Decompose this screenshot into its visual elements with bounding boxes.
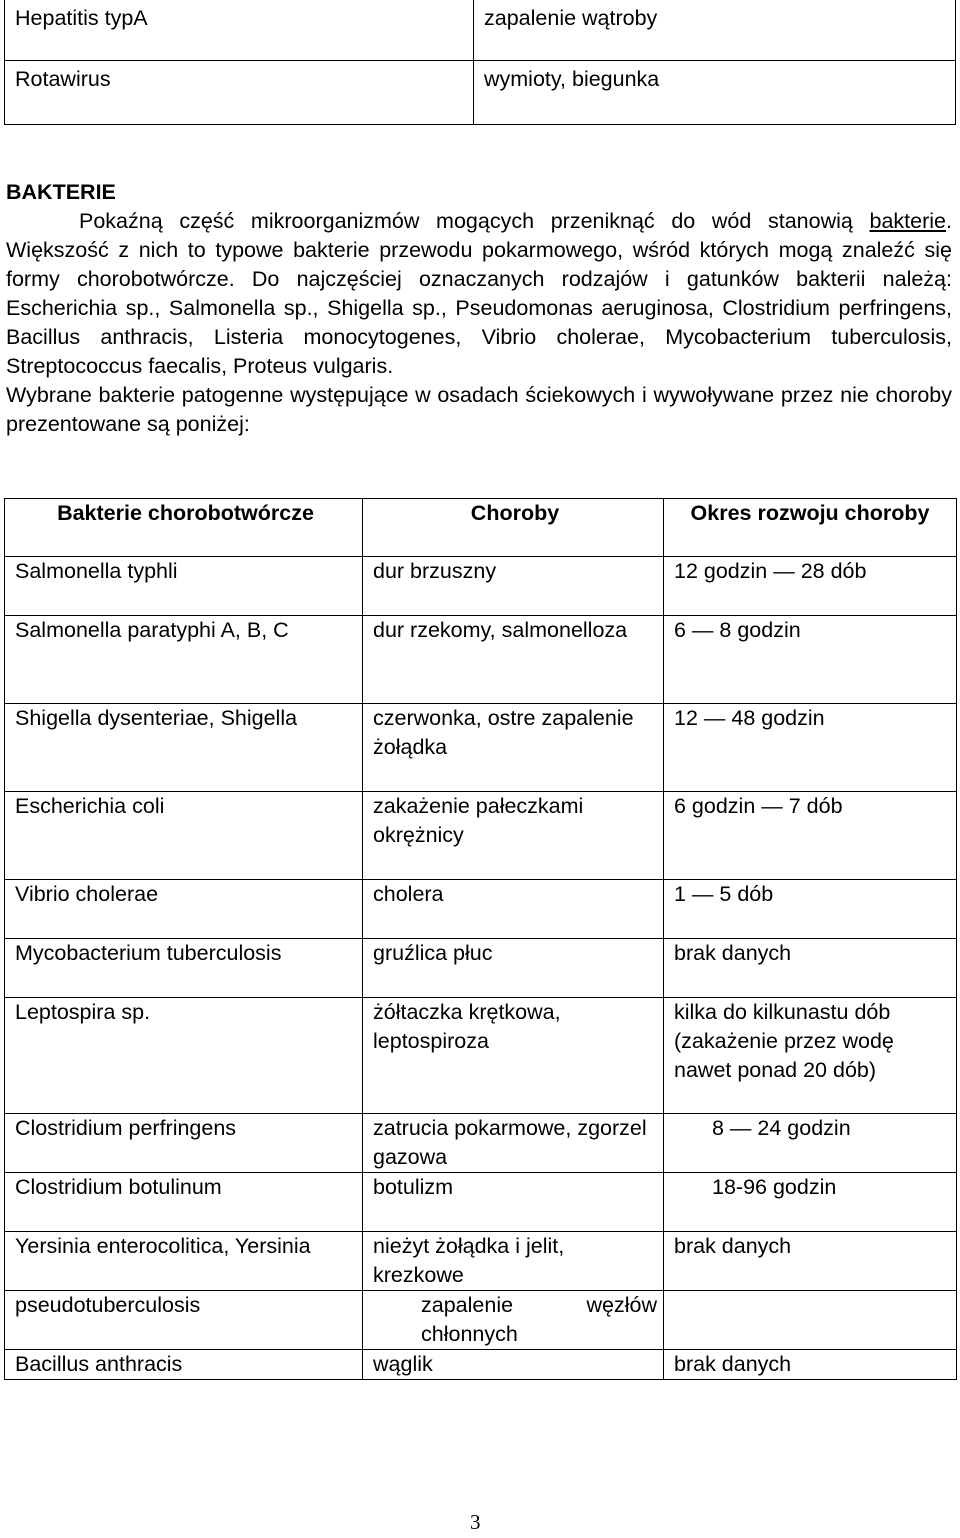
table-cell: Leptospira sp. bbox=[5, 998, 363, 1114]
table-cell: 12 — 48 godzin bbox=[664, 704, 957, 792]
table-cell: 6 godzin — 7 dób bbox=[664, 792, 957, 880]
table-cell: Salmonella typhli bbox=[5, 557, 363, 616]
table-cell: gruźlica płuc bbox=[363, 939, 664, 998]
table-cell: nieżyt żołądka i jelit, krezkowe bbox=[363, 1232, 664, 1291]
table-cell: żółtaczka krętkowa, leptospiroza bbox=[363, 998, 664, 1114]
table-cell: Vibrio cholerae bbox=[5, 880, 363, 939]
table-row bbox=[5, 0, 956, 61]
table-cell: zapalenie wątroby bbox=[474, 0, 956, 61]
table-row bbox=[5, 1173, 957, 1232]
paragraph bbox=[6, 207, 952, 439]
table-row bbox=[5, 1232, 957, 1291]
table-row bbox=[5, 792, 957, 880]
table-cell-text: zapalenie węzłów chłonnych bbox=[421, 1293, 657, 1346]
top-table bbox=[4, 0, 956, 125]
table-cell: Rotawirus bbox=[5, 61, 474, 125]
table-cell: botulizm bbox=[363, 1173, 664, 1232]
table-cell: Mycobacterium tuberculosis bbox=[5, 939, 363, 998]
table-cell: 12 godzin — 28 dób bbox=[664, 557, 957, 616]
table-cell: 8 — 24 godzin bbox=[664, 1114, 957, 1173]
table-row bbox=[5, 704, 957, 792]
paragraph-text: Wybrane bakterie patogenne występujące w osadach ściekowych i wywoływane przez nie choroby prezentowane są poniżej: bbox=[6, 383, 952, 436]
table-cell: Shigella dysenteriae, Shigella bbox=[5, 704, 363, 792]
table-cell: Hepatitis typA bbox=[5, 0, 474, 61]
column-header: Okres rozwoju choroby bbox=[664, 499, 957, 557]
table-cell: 18-96 godzin bbox=[664, 1173, 957, 1232]
column-header: Bakterie chorobotwórcze bbox=[5, 499, 363, 557]
table-cell: dur brzuszny bbox=[363, 557, 664, 616]
table-cell bbox=[664, 1291, 957, 1350]
table-cell: Clostridium botulinum bbox=[5, 1173, 363, 1232]
table-cell: Escherichia coli bbox=[5, 792, 363, 880]
table-cell: czerwonka, ostre zapalenie żołądka bbox=[363, 704, 664, 792]
table-cell: Clostridium perfringens bbox=[5, 1114, 363, 1173]
table-cell: 1 — 5 dób bbox=[664, 880, 957, 939]
table-cell: Salmonella paratyphi A, B, C bbox=[5, 616, 363, 704]
table-cell: cholera bbox=[363, 880, 664, 939]
table-cell: 6 — 8 godzin bbox=[664, 616, 957, 704]
table-row bbox=[5, 616, 957, 704]
paragraph-text: . Większość z nich to typowe bakterie przewodu pokarmowego, wśród których mogą znaleźć się formy chorobotwórcze. Do najczęściej oznaczanych rodzajów i gatunków bakterii należą: Escherichia sp., Salmonella sp., Shigella sp., Pseudomonas aeruginosa, Clostridium perfringens, Bacillus anthracis, Listeria monocytogenes, Vibrio cholerae, Mycobacterium tuberculosis, Streptococcus faecalis, Proteus vulgaris. bbox=[6, 209, 952, 378]
table-row bbox=[5, 61, 956, 125]
underlined-word: bakterie bbox=[869, 209, 947, 233]
table-cell: pseudotuberculosis bbox=[5, 1291, 363, 1350]
page-number: 3 bbox=[470, 1510, 481, 1534]
table-cell: brak danych bbox=[664, 1232, 957, 1291]
table-cell: brak danych bbox=[664, 939, 957, 998]
table-row bbox=[5, 1291, 957, 1350]
section-heading: BAKTERIE bbox=[6, 180, 116, 204]
table-cell: zakażenie pałeczkami okrężnicy bbox=[363, 792, 664, 880]
paragraph-text: Pokaźną część mikroorganizmów mogących przeniknąć do wód stanowią bbox=[79, 209, 853, 233]
table-cell: Bacillus anthracis bbox=[5, 1350, 363, 1380]
table-cell: kilka do kilkunastu dób (zakażenie przez wodę nawet ponad 20 dób) bbox=[664, 998, 957, 1114]
table-row bbox=[5, 939, 957, 998]
table-header-row bbox=[5, 499, 957, 557]
table-row bbox=[5, 880, 957, 939]
table-row bbox=[5, 1114, 957, 1173]
table-cell: dur rzekomy, salmonelloza bbox=[363, 616, 664, 704]
table-row bbox=[5, 1350, 957, 1380]
bacteria-table bbox=[4, 498, 957, 1380]
table-cell: Yersinia enterocolitica, Yersinia bbox=[5, 1232, 363, 1291]
table-row bbox=[5, 557, 957, 616]
table-cell: wymioty, biegunka bbox=[474, 61, 956, 125]
column-header: Choroby bbox=[363, 499, 664, 557]
table-cell bbox=[363, 1291, 664, 1350]
table-row bbox=[5, 998, 957, 1114]
table-cell: wąglik bbox=[363, 1350, 664, 1380]
table-cell: brak danych bbox=[664, 1350, 957, 1380]
table-cell: zatrucia pokarmowe, zgorzel gazowa bbox=[363, 1114, 664, 1173]
